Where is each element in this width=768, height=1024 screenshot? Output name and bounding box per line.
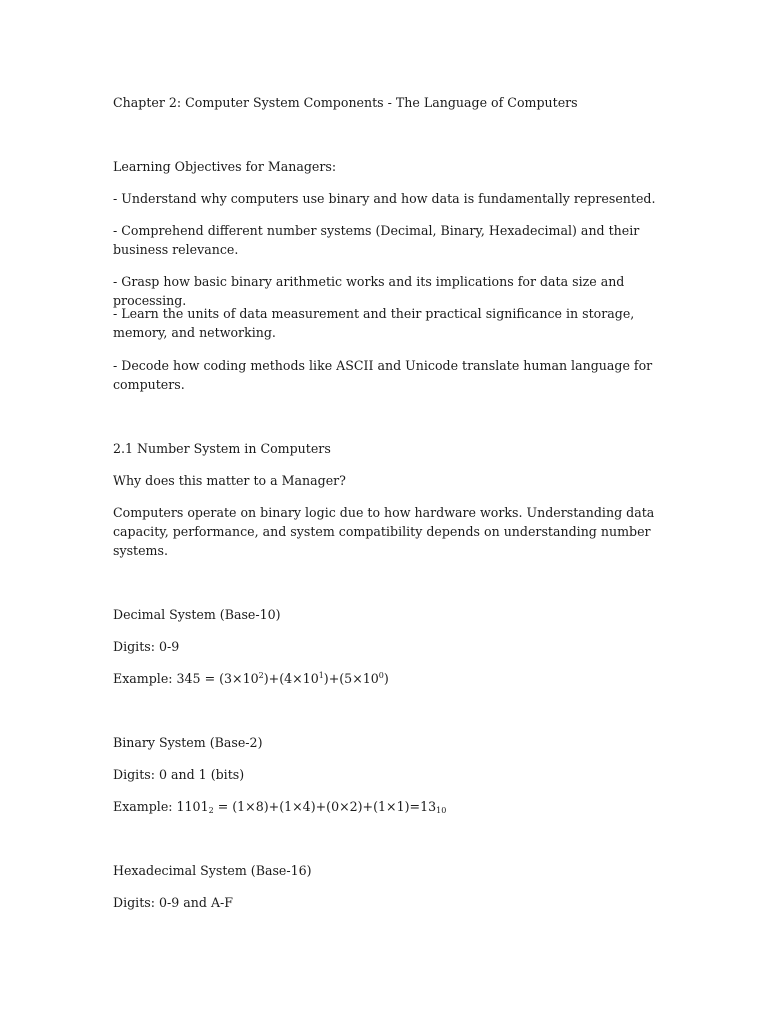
why-heading: Why does this matter to a Manager?: [113, 473, 346, 488]
objectives-heading: Learning Objectives for Managers:: [113, 159, 337, 174]
decimal-exponent: 0: [378, 671, 384, 680]
decimal-base-subscript: 10: [436, 806, 447, 815]
objective-item: - Decode how coding methods like ASCII and Unicode translate human language for computers.: [113, 358, 653, 392]
decimal-example-mid: )+(5×10: [323, 671, 379, 686]
objective-item: - Grasp how basic binary arithmetic works and its implications for data size and processing.: [113, 274, 625, 308]
binary-example: [113, 797, 658, 816]
decimal-example-end: ): [383, 671, 389, 686]
binary-example-mid: = (1×8)+(1×4)+(0×2)+(1×1)=13: [213, 799, 437, 814]
binary-base-subscript: 2: [208, 806, 214, 815]
chapter-title: Chapter 2: Computer System Components - The Language of Computers: [113, 95, 578, 110]
objective-item: - Comprehend different number systems (Decimal, Binary, Hexadecimal) and their business relevance.: [113, 223, 640, 257]
decimal-digits: Digits: 0-9: [113, 639, 180, 654]
binary-heading: Binary System (Base-2): [113, 735, 263, 750]
decimal-exponent: 2: [258, 671, 264, 680]
hex-heading: Hexadecimal System (Base-16): [113, 863, 312, 878]
decimal-exponent: 1: [318, 671, 324, 680]
binary-digits: Digits: 0 and 1 (bits): [113, 767, 245, 782]
objective-item: - Learn the units of data measurement and their practical significance in storage, memory, and networking.: [113, 306, 635, 340]
objective-item: - Understand why computers use binary and how data is fundamentally represented.: [113, 191, 656, 206]
decimal-example: [113, 669, 658, 688]
section-heading: 2.1 Number System in Computers: [113, 441, 331, 456]
decimal-example-mid: )+(4×10: [263, 671, 319, 686]
binary-example-prefix: Example: 1101: [113, 799, 209, 814]
decimal-example-prefix: Example: 345 = (3×10: [113, 671, 259, 686]
decimal-heading: Decimal System (Base-10): [113, 607, 281, 622]
why-paragraph: Computers operate on binary logic due to how hardware works. Understanding data capacity, performance, and system compatibility depends on understanding number systems.: [113, 505, 655, 558]
hex-digits: Digits: 0-9 and A-F: [113, 895, 234, 910]
